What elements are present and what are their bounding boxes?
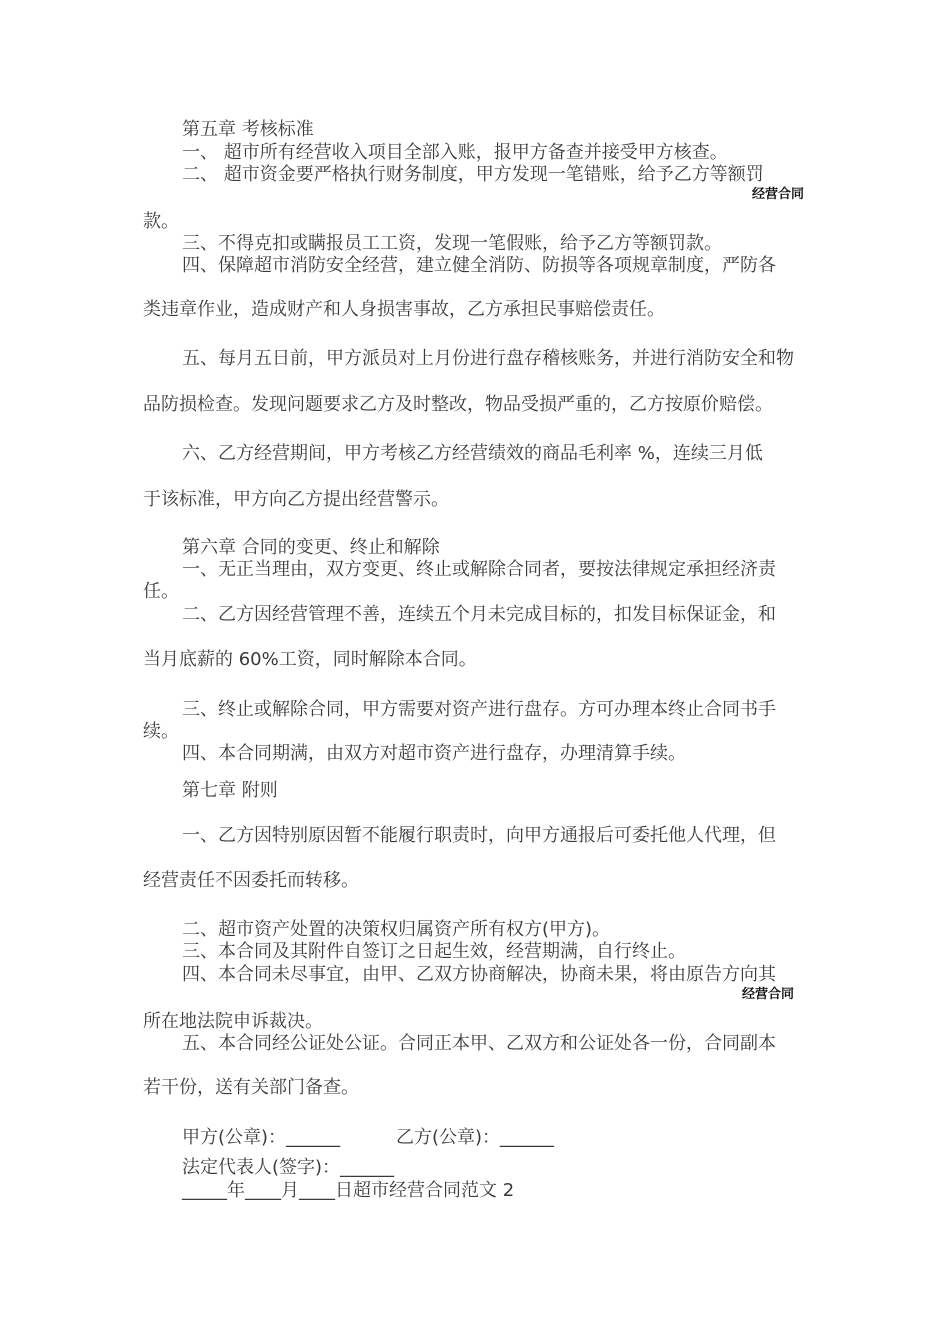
clause-6-1-cont: 任。 bbox=[143, 581, 179, 602]
clause-7-4: 四、本合同未尽事宜，由甲、乙双方协商解决，协商未果，将由原告方向其 bbox=[182, 964, 776, 985]
clause-5-6: 六、乙方经营期间，甲方考核乙方经营绩效的商品毛利率 %，连续三月低 bbox=[182, 443, 763, 464]
watermark-stamp: 经营合同 bbox=[742, 987, 795, 1002]
clause-5-5-cont: 品防损检查。发现问题要求乙方及时整改，物品受损严重的，乙方按原价赔偿。 bbox=[143, 394, 773, 415]
clause-5-5: 五、每月五日前，甲方派员对上月份进行盘存稽核账务，并进行消防安全和物 bbox=[182, 348, 794, 369]
clause-7-5: 五、本合同经公证处公证。合同正本甲、乙双方和公证处各一份，合同副本 bbox=[182, 1033, 776, 1054]
clause-6-3: 三、终止或解除合同，甲方需要对资产进行盘存。方可办理本终止合同书手 bbox=[182, 699, 776, 720]
clause-7-1-cont: 经营责任不因委托而转移。 bbox=[143, 870, 359, 891]
clause-5-4-cont: 类违章作业，造成财产和人身损害事故，乙方承担民事赔偿责任。 bbox=[143, 299, 665, 320]
clause-5-2-cont: 款。 bbox=[143, 211, 179, 232]
clause-5-3: 三、不得克扣或瞒报员工工资，发现一笔假账，给予乙方等额罚款。 bbox=[182, 233, 722, 254]
clause-5-1: 一、 超市所有经营收入项目全部入账，报甲方备查并接受甲方核查。 bbox=[182, 142, 728, 163]
watermark-stamp: 经营合同 bbox=[752, 187, 805, 202]
clause-7-4-cont: 所在地法院申诉裁决。 bbox=[143, 1011, 323, 1032]
clause-7-2: 二、超市资产处置的决策权归属资产所有权方(甲方)。 bbox=[182, 919, 611, 940]
clause-6-1: 一、无正当理由，双方变更、终止或解除合同者，要按法律规定承担经济责 bbox=[182, 559, 776, 580]
clause-6-4: 四、本合同期满，由双方对超市资产进行盘存，办理清算手续。 bbox=[182, 743, 686, 764]
chapter-5-heading: 第五章 考核标准 bbox=[182, 119, 314, 140]
legal-representative-signature: 法定代表人(签字)：______ bbox=[182, 1157, 395, 1178]
clause-7-5-cont: 若干份，送有关部门备查。 bbox=[143, 1077, 359, 1098]
clause-6-2: 二、乙方因经营管理不善，连续五个月未完成目标的，扣发目标保证金，和 bbox=[182, 604, 776, 625]
clause-7-3: 三、本合同及其附件自签订之日起生效，经营期满，自行终止。 bbox=[182, 941, 686, 962]
clause-6-3-cont: 续。 bbox=[143, 721, 179, 742]
party-a-seal: 甲方(公章)：______ bbox=[182, 1127, 341, 1148]
clause-5-2: 二、 超市资金要严格执行财务制度，甲方发现一笔错账，给予乙方等额罚 bbox=[182, 164, 764, 185]
chapter-7-heading: 第七章 附则 bbox=[182, 780, 278, 801]
date-line: _____年____月____日超市经营合同范文 2 bbox=[182, 1180, 515, 1201]
clause-6-2-cont: 当月底薪的 60%工资，同时解除本合同。 bbox=[143, 649, 477, 670]
party-b-seal: 乙方(公章)：______ bbox=[396, 1127, 555, 1148]
clause-7-1: 一、乙方因特别原因暂不能履行职责时，向甲方通报后可委托他人代理，但 bbox=[182, 825, 776, 846]
clause-5-6-cont: 于该标准，甲方向乙方提出经营警示。 bbox=[143, 489, 449, 510]
chapter-6-heading: 第六章 合同的变更、终止和解除 bbox=[182, 537, 440, 558]
clause-5-4: 四、保障超市消防安全经营，建立健全消防、防损等各项规章制度，严防各 bbox=[182, 255, 776, 276]
